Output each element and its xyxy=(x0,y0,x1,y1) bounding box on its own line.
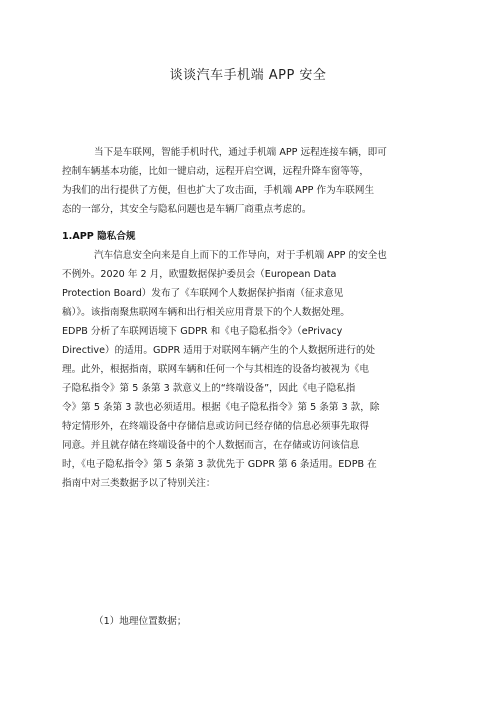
paragraph-line: 态的一部分，其安全与隐私问题也是车辆厂商重点考虑的。 xyxy=(62,204,312,215)
paragraph-line: 时，《电子隐私指令》第 5 条第 3 款优先于 GDPR 第 6 条适用。EDPB 在 xyxy=(62,459,377,470)
paragraph-line: 汽车信息安全向来是自上而下的工作导向，对于手机端 APP 的安全也 xyxy=(94,250,387,261)
paragraph-line: 子隐私指令》第 5 条第 3 款意义上的“终端设备”，因此《电子隐私指 xyxy=(62,383,356,394)
paragraph-line: 控制车辆基本功能，比如一键启动，远程开启空调，远程升降车窗等等， xyxy=(62,166,369,177)
paragraph-line: 不例外。2020 年 2 月，欧盟数据保护委员会（European Data xyxy=(62,269,337,280)
paragraph-line: 当下是车联网，智能手机时代，通过手机端 APP 远程连接车辆，即可 xyxy=(94,147,387,158)
paragraph-line: 稿）》。该指南聚焦联网车辆和出行相关应用背景下的个人数据处理。 xyxy=(62,307,350,318)
paragraph-line: 为我们的出行提供了方便，但也扩大了攻击面，手机端 APP 作为车联网生 xyxy=(62,185,375,196)
paragraph-line: 同意。并且就存储在终端设备中的个人数据而言，在存储或访问该信息 xyxy=(62,440,360,451)
document-title: 谈谈汽车手机端 APP 安全 xyxy=(169,68,327,83)
paragraph-line: Protection Board）发布了《车联网个人数据保护指南（征求意见 xyxy=(62,288,344,299)
list-item: （1）地理位置数据； xyxy=(94,616,187,627)
section-paragraph xyxy=(62,246,434,493)
paragraph-line: 理。此外，根据指南，联网车辆和任何一个与其相连的设备均被视为《电 xyxy=(62,364,369,375)
section-heading: 1.APP 隐私合规 xyxy=(62,231,136,242)
paragraph-line: 令》第 5 条第 3 款也必须适用。根据《电子隐私指令》第 5 条第 3 款，除 xyxy=(62,402,380,413)
intro-paragraph xyxy=(62,143,434,219)
paragraph-line: Directive）的适用。GDPR 适用于对联网车辆产生的个人数据所进行的处 xyxy=(62,345,376,356)
paragraph-line: 指南中对三类数据予以了特别关注： xyxy=(62,478,216,489)
paragraph-line: 特定情形外，在终端设备中存储信息或访问已经存储的信息必须事先取得 xyxy=(62,421,369,432)
paragraph-line: EDPB 分析了车联网语境下 GDPR 和《电子隐私指令》（ePrivacy xyxy=(62,326,343,337)
